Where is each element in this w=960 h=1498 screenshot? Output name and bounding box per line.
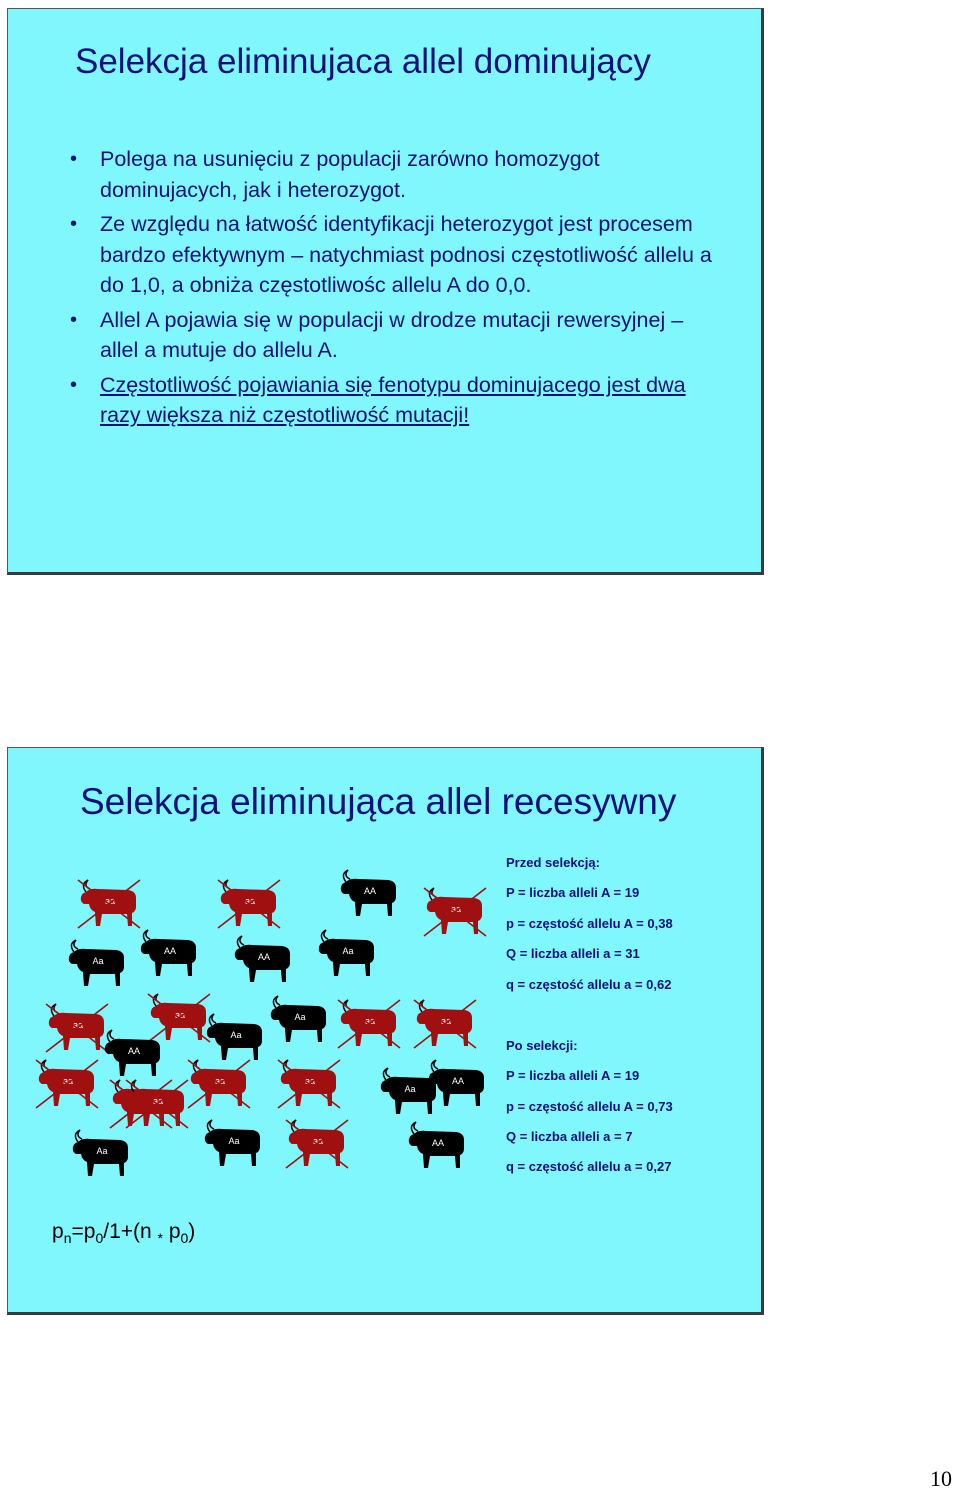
cow-figure (205, 1120, 260, 1166)
cow-body (341, 879, 396, 916)
genotype-label: aa (62, 1076, 74, 1086)
cow-body (409, 1131, 464, 1168)
genotype-label: Aa (404, 1084, 416, 1094)
cow-figure (141, 930, 196, 976)
cow-figure (46, 1004, 108, 1052)
bullet-item-link[interactable]: • Częstotliwość pojawiania się fenotypu dominujacego jest dwa razy większa niż częstotliwość mutacji! (66, 370, 726, 431)
cow-figure (218, 880, 280, 928)
cow-figure (207, 1014, 262, 1060)
stat-line: p = częstość allelu A = 0,73 (506, 1099, 673, 1114)
genotype-label: AA (163, 946, 177, 956)
cow-body (429, 1069, 484, 1106)
cow-body (271, 1005, 326, 1042)
cow-figure (148, 994, 210, 1042)
cow-body (319, 939, 374, 976)
before-selection-heading: Przed selekcją: (506, 855, 600, 870)
genotype-label: aa (174, 1010, 186, 1020)
genotype-label: AA (127, 1046, 141, 1056)
cow-figure (36, 1060, 98, 1108)
cow-figure (286, 1120, 348, 1168)
genotype-label: aa (72, 1020, 84, 1030)
genotype-label: aa (304, 1076, 316, 1086)
genotype-label: aa (440, 1016, 452, 1026)
genotype-label: Aa (230, 1030, 242, 1040)
genotype-label: Aa (294, 1012, 306, 1022)
genotype-label: aa (152, 1096, 164, 1106)
bullet-item: • Polega na usunięciu z populacji zarówno homozygot dominujacych, jak i heterozygot. (66, 144, 726, 205)
bullet-list (66, 144, 726, 435)
cow-body (207, 1023, 262, 1060)
cow-figure (424, 888, 486, 936)
stat-line: P = liczba alleli A = 19 (506, 885, 640, 900)
stat-line: q = częstość allelu a = 0,62 (506, 977, 672, 992)
cow-figure (78, 880, 140, 928)
cow-body (141, 939, 196, 976)
page-number: 10 (930, 1466, 952, 1491)
cow-figure (409, 1122, 464, 1168)
cow-figure (105, 1030, 160, 1076)
genotype-label: Aa (228, 1136, 240, 1146)
cow-figure (235, 936, 290, 982)
cow-figure (341, 870, 396, 916)
slide-title: Selekcja eliminująca allel recesywny (80, 781, 677, 822)
cow-body (105, 1039, 160, 1076)
genotype-label: aa (104, 896, 116, 906)
allele-frequency-formula: $p_n=p_0/1+(n$ $_*$ $p_0$) (52, 1220, 196, 1247)
cow-body (235, 945, 290, 982)
genotype-label: AA (451, 1076, 465, 1086)
stat-line: q = częstość allelu a = 0,27 (506, 1159, 672, 1174)
cow-body (381, 1077, 436, 1114)
cow-body (69, 949, 124, 986)
after-selection-heading: Po selekcji: (506, 1038, 578, 1053)
genotype-label: Aa (96, 1146, 108, 1156)
cow-body (205, 1129, 260, 1166)
stat-line: P = liczba alleli A = 19 (506, 1068, 640, 1083)
stat-line: p = częstość allelu A = 0,38 (506, 916, 673, 931)
cow-body (73, 1139, 128, 1176)
slide-title: Selekcja eliminujaca allel dominujący (75, 42, 651, 81)
genotype-label: aa (244, 896, 256, 906)
slide-recessive-selection (7, 747, 764, 1315)
bullet-item: • Allel A pojawia się w populacji w drodze mutacji rewersyjnej – allel a mutuje do allelu A. (66, 305, 726, 366)
cow-figure (69, 940, 124, 986)
slide-dominant-selection (7, 8, 764, 575)
cow-figure (73, 1130, 128, 1176)
genotype-label: AA (431, 1138, 445, 1148)
cow-figure (338, 1000, 400, 1048)
bullet-item: • Ze względu na łatwość identyfikacji heterozygot jest procesem bardzo efektywnym – natychmiast podnosi częstotliwość allelu a do 1,0, a obniża częstotliwośc allelu A do 0,0. (66, 209, 726, 301)
cow-figure (278, 1060, 340, 1108)
genotype-label: aa (312, 1136, 324, 1146)
stat-line: Q = liczba alleli a = 7 (506, 1129, 633, 1144)
cow-figure (429, 1060, 484, 1106)
stat-line: Q = liczba alleli a = 31 (506, 946, 640, 961)
genotype-label: AA (257, 952, 271, 962)
cow-figure (188, 1060, 250, 1108)
genotype-label: Aa (342, 946, 354, 956)
genotype-label: aa (364, 1016, 376, 1026)
genotype-label: aa (214, 1076, 226, 1086)
cow-figure (381, 1068, 436, 1114)
cow-figure (126, 1080, 188, 1128)
cow-figure (319, 930, 374, 976)
cow-figure (414, 1000, 476, 1048)
genotype-label: aa (450, 904, 462, 914)
cow-figure (271, 996, 326, 1042)
genotype-label: Aa (92, 956, 104, 966)
genotype-label: AA (363, 886, 377, 896)
